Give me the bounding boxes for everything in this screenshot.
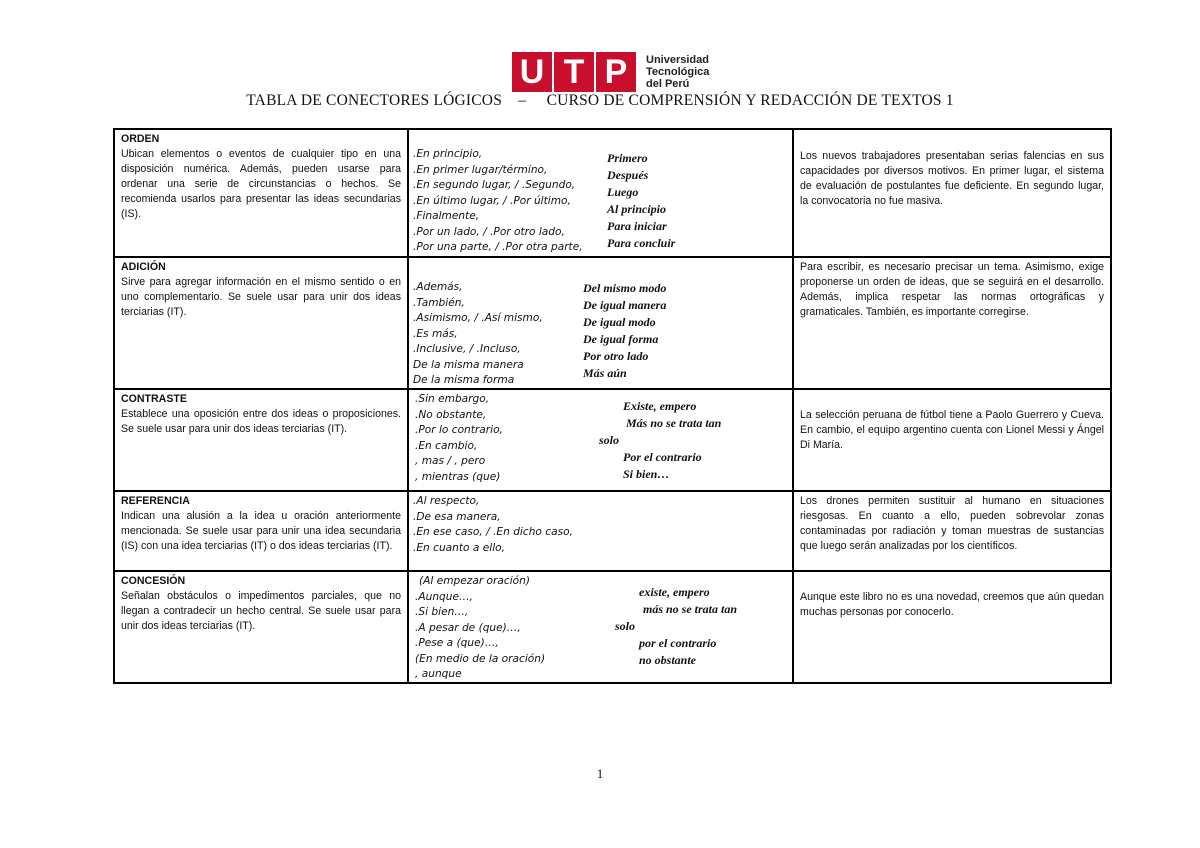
connector-item: .Si bien…,: [415, 606, 469, 618]
connector-item: .Es más,: [413, 327, 458, 340]
logo-letter-u: U: [512, 52, 552, 92]
table-row: [114, 571, 1111, 683]
connector-item: .En principio,: [413, 148, 483, 160]
category-title: ORDEN: [121, 133, 160, 145]
category-description: Sirve para agregar información en el mismo sentido o en uno complementario. Se suele usar para unir dos ideas terciarias (IT).: [121, 276, 401, 318]
extra-connector-item: Al principio: [607, 202, 667, 216]
connector-item: , mas / , pero: [415, 455, 486, 467]
utp-logo: [512, 52, 709, 92]
connector-item: .Finalmente,: [413, 210, 480, 222]
extra-connector-item: Primero: [607, 151, 648, 165]
extra-connector-list: [607, 150, 675, 252]
category-cell: [114, 257, 408, 389]
category-description: Indican una alusión a la idea u oración anteriormente mencionada. Se suele usar para unir una idea secundaria (IS) con una idea terciarias (IT) o dos ideas terciarias (IT).: [121, 510, 401, 552]
category-title: CONCESIÓN: [121, 575, 186, 587]
connector-list: [415, 574, 545, 683]
connector-item: .Por lo contrario,: [415, 424, 503, 436]
extra-connector-item: Por el contrario: [623, 450, 702, 464]
connector-item: .Al respecto,: [413, 495, 480, 507]
extra-connector-item: De igual forma: [583, 332, 659, 346]
category-description: Ubican elementos o eventos de cualquier tipo en una disposición numérica. Además, pueden usarse para ordenar una serie de circunstancias o hechos. Se recomienda usarlos para presentar las ideas secundarias (IS).: [121, 148, 401, 220]
connector-item: .Aunque…,: [415, 590, 473, 603]
connector-item: .Por una parte, / .Por otra parte,: [413, 241, 583, 253]
category-cell: [114, 571, 408, 683]
extra-connector-item: Para concluir: [607, 236, 676, 250]
logo-line-3: del Perú: [646, 78, 690, 90]
connector-list: [415, 392, 503, 485]
extra-connector-list: [599, 398, 721, 483]
connectors-cell: [408, 491, 793, 571]
category-cell: [114, 491, 408, 571]
connector-list: [413, 280, 543, 389]
connector-item: .No obstante,: [415, 408, 487, 421]
connector-item: .En cambio,: [415, 439, 478, 452]
connector-list: [413, 494, 573, 556]
example-text: Aunque este libro no es una novedad, creemos que aún quedan muchas personas por conocerlo.: [800, 591, 1104, 618]
extra-connector-item: solo: [615, 619, 636, 633]
extra-connector-item: Del mismo modo: [583, 281, 667, 295]
example-text: Los drones permiten sustituir al humano en situaciones riesgosas. En cuanto a ello, pueden sobrevolar zonas contaminadas por radiación y toman muestras de sustancias que luego serán analizadas por los científicos.: [800, 495, 1104, 552]
connectors-cell: [408, 129, 793, 257]
connectors-table: [113, 128, 1112, 684]
example-text: La selección peruana de fútbol tiene a Paolo Guerrero y Cueva. En cambio, el equipo argentino cuenta con Lionel Messi y Ángel Di María.: [800, 409, 1104, 451]
connector-item: .En ese caso, / .En dicho caso,: [413, 526, 573, 538]
extra-connector-item: Más no se trata tan: [626, 416, 722, 430]
connector-item: .De esa manera,: [413, 510, 501, 523]
example-cell: [793, 129, 1111, 257]
connector-item: .Además,: [413, 281, 463, 293]
connector-item: .También,: [413, 296, 465, 309]
extra-connector-item: Por otro lado: [583, 349, 649, 363]
table-row: [114, 129, 1111, 257]
connector-item: .En segundo lugar, / .Segundo,: [413, 179, 576, 191]
extra-connector-list: [583, 280, 666, 382]
example-cell: [793, 491, 1111, 571]
page-number: 1: [596, 766, 604, 781]
category-cell: [114, 389, 408, 491]
extra-connector-item: Después: [607, 168, 649, 182]
connector-item: .Pese a (que)…,: [415, 637, 499, 649]
connector-item: .En primer lugar/término,: [413, 163, 548, 176]
connector-item: .En último lugar, / .Por último,: [413, 194, 571, 207]
connector-item: (Al empezar oración): [419, 575, 530, 587]
example-cell: [793, 571, 1111, 683]
extra-connector-item: Luego: [607, 185, 639, 199]
connector-item: .Asimismo, / .Así mismo,: [413, 312, 543, 324]
extra-connector-item: Para iniciar: [607, 219, 667, 233]
connector-item: .En cuanto a ello,: [413, 541, 506, 554]
connector-item: .A pesar de (que)…,: [415, 621, 521, 634]
connector-item: , aunque: [415, 668, 462, 680]
logo-line-1: Universidad: [646, 54, 709, 66]
connector-item: .Por un lado, / .Por otro lado,: [413, 225, 565, 238]
logo-letter-p: P: [596, 52, 636, 92]
extra-connector-item: Si bien…: [623, 467, 670, 481]
extra-connector-item: De igual modo: [583, 315, 656, 329]
connector-item: De la misma manera: [413, 358, 524, 371]
extra-connector-item: por el contrario: [639, 636, 717, 650]
category-cell: [114, 129, 408, 257]
table-row: [114, 491, 1111, 571]
example-text: Para escribir, es necesario precisar un tema. Asimismo, exige proponerse un orden de ideas, que se seguirá en el desarrollo. Además, implica respetar las normas ortográficas y gramaticales. También, es importante corregirse.: [800, 261, 1104, 318]
category-title: REFERENCIA: [121, 495, 190, 507]
connector-item: (En medio de la oración): [415, 652, 546, 665]
extra-connector-item: solo: [599, 433, 620, 447]
connector-item: .Sin embargo,: [415, 393, 490, 405]
table-row: [114, 389, 1111, 491]
logo-text: [646, 54, 709, 90]
example-text: Los nuevos trabajadores presentaban serias falencias en sus capacidades por diversos motivos. En primer lugar, el sistema de evaluación de postulantes fue deficiente. En segundo lugar, la convocatoria no fue masiva.: [800, 150, 1104, 207]
page-title: TABLA DE CONECTORES LÓGICOS – CURSO DE COMPRENSIÓN Y REDACCIÓN DE TEXTOS 1: [246, 92, 954, 109]
example-cell: [793, 389, 1111, 491]
extra-connector-item: más no se trata tan: [643, 602, 738, 616]
connectors-cell: [408, 389, 793, 491]
logo-letter-t: T: [554, 52, 594, 92]
connector-item: De la misma forma: [413, 374, 515, 386]
category-description: Establece una oposición entre dos ideas o proposiciones. Se suele usar para unir dos ideas terciarias (IT).: [121, 408, 401, 435]
extra-connector-item: Existe, empero: [623, 399, 697, 413]
connector-list: [413, 147, 583, 256]
category-title: ADICIÓN: [121, 261, 166, 273]
connector-item: .Inclusive, / .Incluso,: [413, 343, 521, 355]
connector-item: , mientras (que): [415, 470, 501, 483]
extra-connector-item: De igual manera: [583, 298, 667, 312]
category-description: Señalan obstáculos o impedimentos parciales, que no llegan a contradecir un hecho central. Se suele usar para unir dos ideas terciarias (IT).: [121, 590, 401, 632]
category-title: CONTRASTE: [121, 393, 187, 405]
connectors-cell: [408, 257, 793, 389]
logo-line-2: Tecnológica: [646, 66, 710, 78]
extra-connector-item: existe, empero: [639, 585, 710, 599]
example-cell: [793, 257, 1111, 389]
extra-connector-item: no obstante: [639, 653, 697, 667]
extra-connector-list: [615, 584, 737, 669]
extra-connector-item: Más aún: [583, 366, 627, 380]
connectors-cell: [408, 571, 793, 683]
table-row: [114, 257, 1111, 389]
